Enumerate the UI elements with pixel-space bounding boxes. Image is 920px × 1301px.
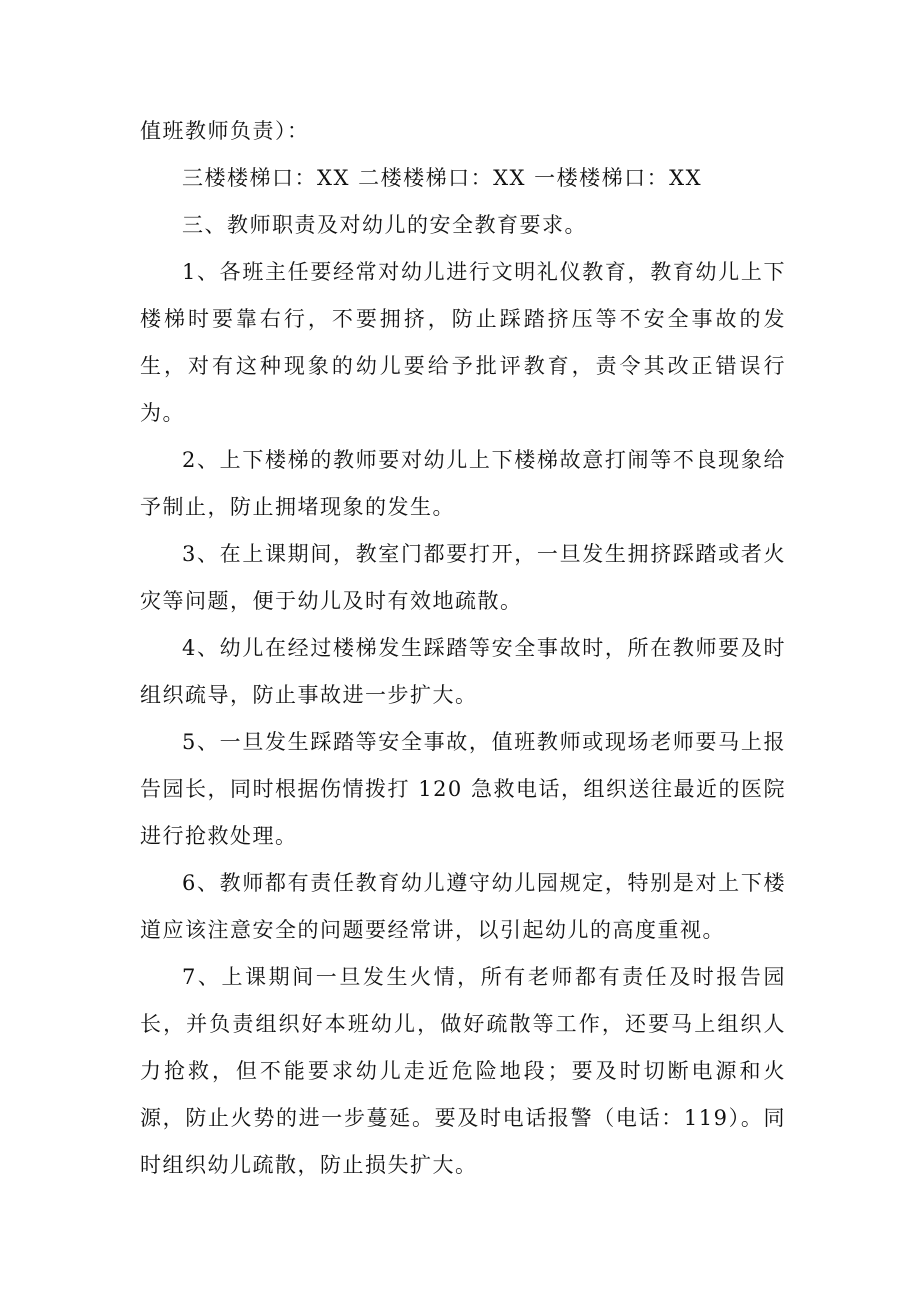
paragraph-item-6: 6、教师都有责任教育幼儿遵守幼儿园规定，特别是对上下楼道应该注意安全的问题要经常讲，以引起幼儿的高度重视。 xyxy=(140,871,786,942)
paragraph-item-5: 5、一旦发生踩踏等安全事故，值班教师或现场老师要马上报告园长，同时根据伤情拨打 120 急救电话，组织送往最近的医院进行抢救处理。 xyxy=(140,730,786,848)
document-body xyxy=(140,108,786,1189)
paragraph-item-2: 2、上下楼梯的教师要对幼儿上下楼梯故意打闹等不良现象给予制止，防止拥堵现象的发生。 xyxy=(140,448,786,519)
paragraph-duty-teacher: 值班教师负责）： xyxy=(140,119,310,143)
paragraph-stair-positions: 三楼楼梯口：XX 二楼楼梯口：XX 一楼楼梯口：XX xyxy=(182,166,703,190)
paragraph-item-7: 7、上课期间一旦发生火情，所有老师都有责任及时报告园长，并负责组织好本班幼儿，做好疏散等工作，还要马上组织人力抢救，但不能要求幼儿走近危险地段；要及时切断电源和火源，防止火势的进一步蔓延。要及时电话报警（电话：119）。同时组织幼儿疏散，防止损失扩大。 xyxy=(140,965,786,1177)
paragraph-item-3: 3、在上课期间，教室门都要打开，一旦发生拥挤踩踏或者火灾等问题，便于幼儿及时有效地疏散。 xyxy=(140,542,786,613)
paragraph-item-4: 4、幼儿在经过楼梯发生踩踏等安全事故时，所在教师要及时组织疏导，防止事故进一步扩大。 xyxy=(140,636,786,707)
section-heading-teacher-duties: 三、教师职责及对幼儿的安全教育要求。 xyxy=(182,213,587,237)
paragraph-item-1: 1、各班主任要经常对幼儿进行文明礼仪教育，教育幼儿上下楼梯时要靠右行，不要拥挤，防止踩踏挤压等不安全事故的发生，对有这种现象的幼儿要给予批评教育，责令其改正错误行为。 xyxy=(140,260,786,425)
